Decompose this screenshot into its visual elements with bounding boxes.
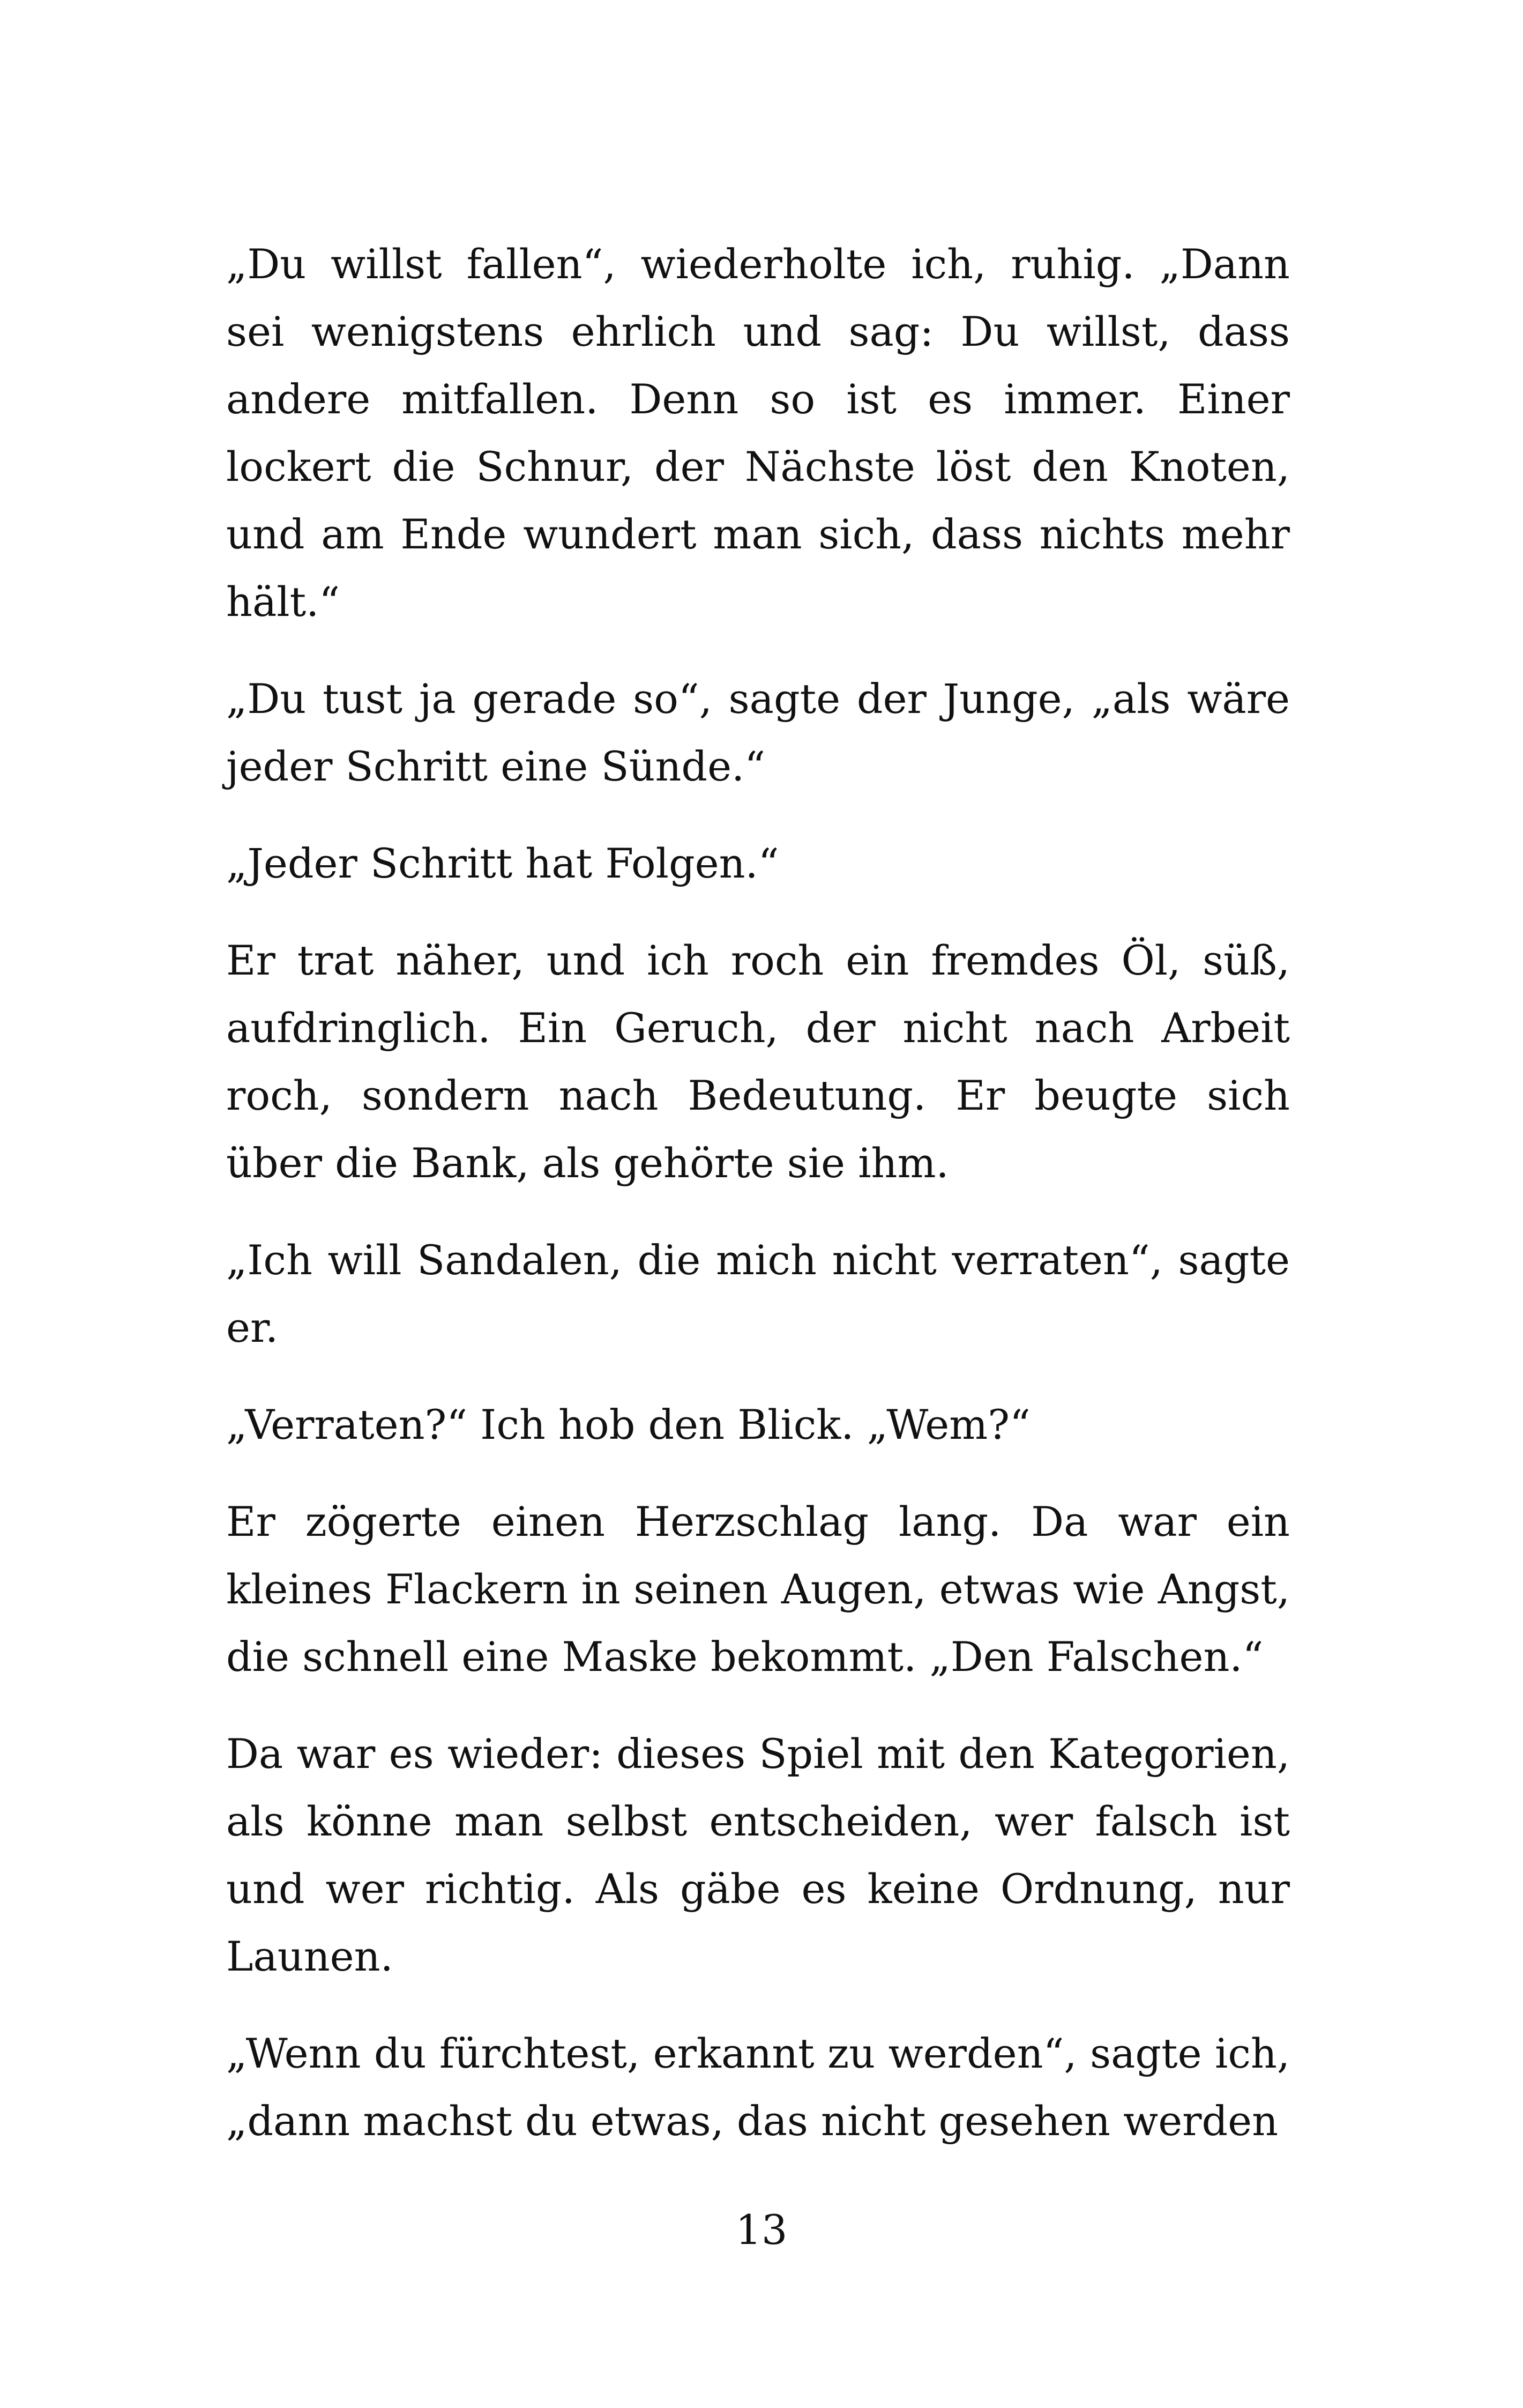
paragraph-9: „Wenn du fürchtest, erkannt zu werden“, sagte ich, „dann machst du etwas, das nicht gesehen werden — [226, 2030, 1290, 2145]
paragraph-8: Da war es wieder: dieses Spiel mit den Kategorien, als könne man selbst entscheiden, wer falsch ist und wer richtig. Als gäbe es keine Ordnung, nur Launen. — [226, 1730, 1290, 1980]
paragraph-7: Er zögerte einen Herzschlag lang. Da war ein kleines Flackern in seinen Augen, etwas wie Angst, die schnell eine Maske bekommt. „Den Falschen.“ — [226, 1498, 1290, 1681]
paragraph-1: „Du willst fallen“, wiederholte ich, ruhig. „Dann sei wenigstens ehrlich und sag: Du willst, dass andere mitfallen. Denn so ist es immer. Einer lockert die Schnur, der Nächste löst den Knoten, und am Ende wundert man sich, dass nichts mehr hält.“ — [226, 240, 1290, 626]
paragraph-6: „Verraten?“ Ich hob den Blick. „Wem?“ — [226, 1401, 1031, 1448]
body-text — [226, 231, 1290, 2155]
paragraph-3: „Jeder Schritt hat Folgen.“ — [226, 839, 779, 887]
paragraph-5: „Ich will Sandalen, die mich nicht verraten“, sagte er. — [226, 1236, 1290, 1351]
paragraph-4: Er trat näher, und ich roch ein fremdes Öl, süß, aufdringlich. Ein Geruch, der nicht nach Arbeit roch, sondern nach Bedeutung. Er beugte sich über die Bank, als gehörte sie ihm. — [226, 937, 1290, 1187]
page-number: 13 — [735, 2206, 788, 2254]
paragraph-2: „Du tust ja gerade so“, sagte der Junge, „als wäre jeder Schritt eine Sünde.“ — [226, 675, 1290, 790]
